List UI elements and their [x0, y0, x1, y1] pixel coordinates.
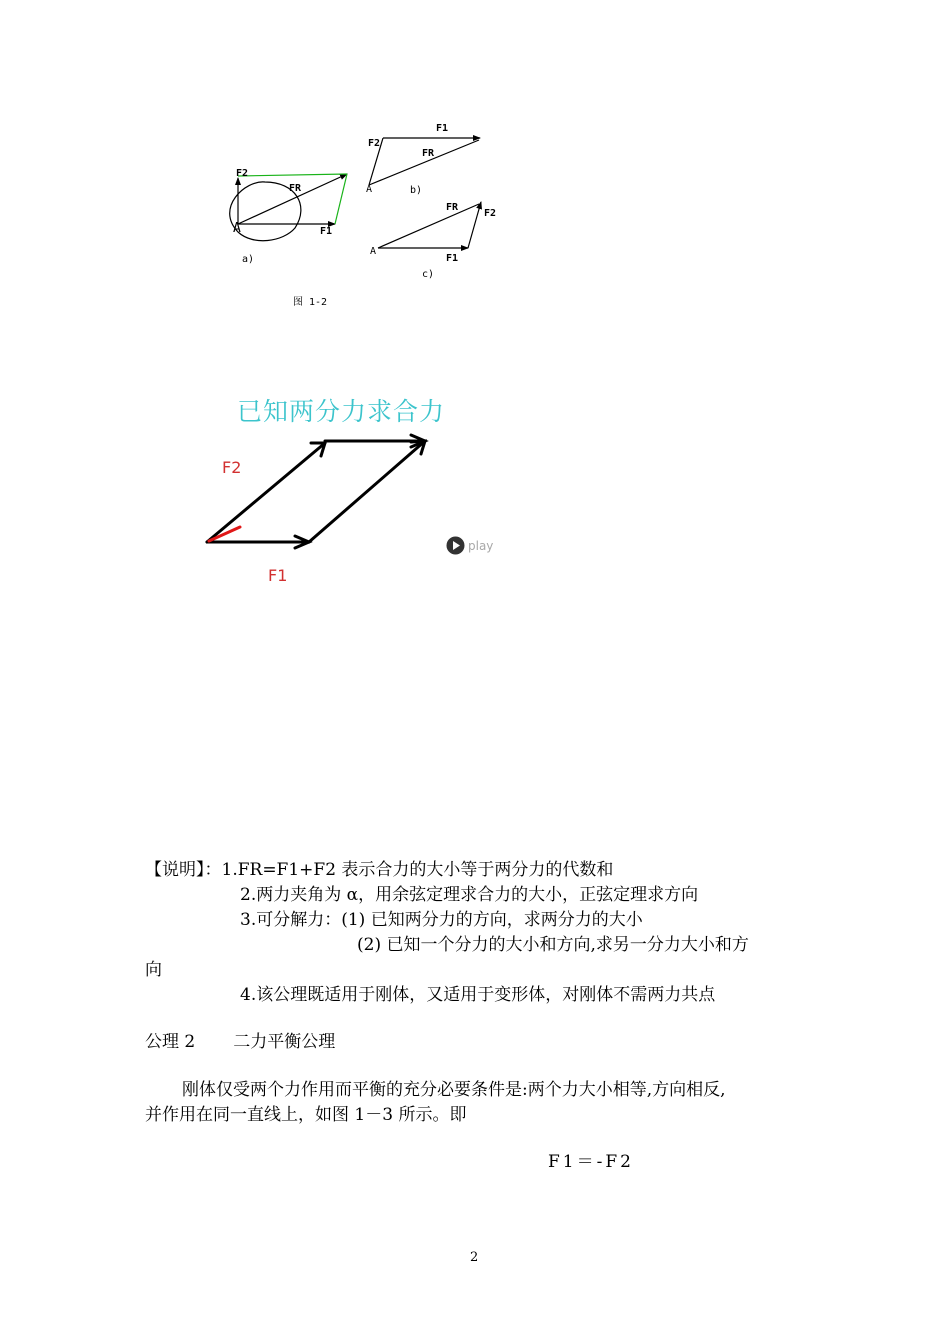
notes-item-3-2: (2) 已知一个分力的大小和方向,求另一分力大小和方 — [357, 935, 749, 955]
vector-fr-b — [369, 140, 479, 185]
label-f1-b: F1 — [436, 123, 449, 134]
play-button[interactable] — [446, 536, 493, 555]
notes-item-1: ：1.FR=F1+F2 表示合力的大小等于两分力的代数和 — [204, 860, 614, 880]
notes-item-3: 3.可分解力：(1) 已知两分力的方向，求两分力的大小 — [240, 910, 643, 930]
label-fr-c: FR — [446, 202, 459, 213]
page-number: 2 — [470, 1250, 479, 1265]
caption-a: a) — [242, 254, 255, 265]
axiom-number: 公理 2 — [145, 1032, 196, 1052]
label-point-a-c: A — [370, 246, 377, 257]
label-fr-b: FR — [422, 148, 435, 159]
axiom-title: 二力平衡公理 — [233, 1032, 336, 1052]
figure-caption: 图 1-2 — [293, 297, 328, 308]
anim-vector-side — [309, 441, 425, 542]
figure-1-2 — [195, 120, 525, 320]
notes-item-2: 2.两力夹角为 α，用余弦定理求合力的大小，正弦定理求方向 — [240, 885, 699, 905]
axiom-heading — [145, 1030, 335, 1055]
play-icon — [446, 536, 465, 555]
animation-title: 已知两分力求合力 — [237, 397, 446, 426]
label-fr-a: FR — [289, 183, 302, 194]
notes-heading: 【说明】 — [145, 860, 205, 880]
caption-c: c) — [422, 269, 435, 280]
vector-f2-c — [468, 202, 481, 248]
label-point-a-b: A — [366, 184, 373, 195]
parallelogram-side-right — [335, 174, 347, 224]
notes-item-4: 4.该公理既适用于刚体，又适用于变形体，对刚体不需两力共点 — [240, 985, 716, 1005]
label-f2-a: F2 — [236, 168, 249, 179]
vector-fr-a — [238, 174, 347, 224]
play-label: play — [468, 538, 494, 553]
axiom-paragraph-line-1: 刚体仅受两个力作用而平衡的充分必要条件是:两个力大小相等,方向相反, — [182, 1080, 726, 1100]
label-f2-b: F2 — [368, 138, 381, 149]
animation-label-f1: F1 — [268, 566, 288, 585]
parallelogram-side-top — [238, 174, 347, 176]
animation-parallelogram — [195, 425, 445, 565]
vector-fr-c — [378, 204, 479, 248]
animation-label-f2: F2 — [222, 458, 242, 477]
axiom-paragraph-line-2: 并作用在同一直线上，如图 1－3 所示。即 — [145, 1105, 467, 1125]
equation: F1＝-F2 — [548, 1152, 634, 1172]
label-point-a-a: A — [233, 221, 241, 236]
caption-b: b) — [410, 185, 423, 196]
notes-item-3-2-wrap: 向 — [145, 960, 162, 980]
label-f1-c: F1 — [446, 253, 459, 264]
notes-line-1 — [145, 858, 613, 883]
label-f1-a: F1 — [320, 226, 333, 237]
label-f2-c: F2 — [484, 208, 497, 219]
